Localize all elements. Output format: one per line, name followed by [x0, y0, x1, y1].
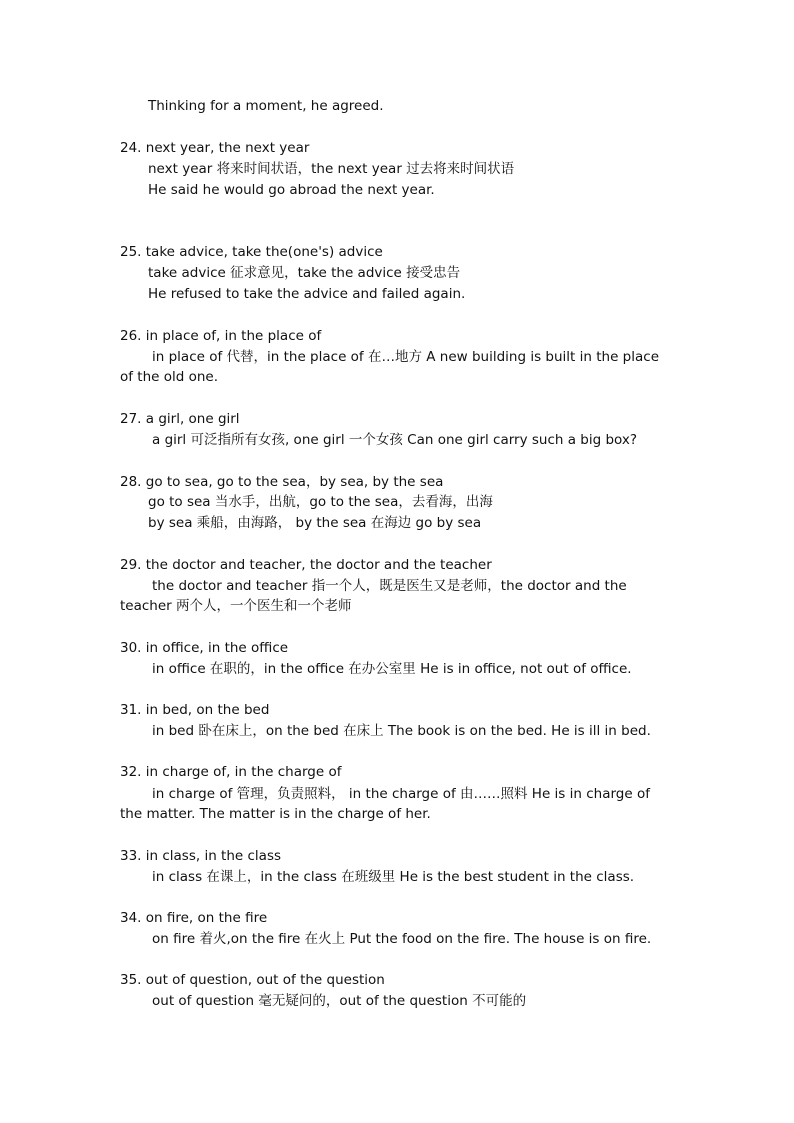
entry-30-heading: 30. in office, in the office: [120, 640, 289, 656]
entry-32-definition: in charge of 管理，负责照料， in the charge of 由……照料 He is in charge of the matter. The matter is in the charge of her.: [120, 786, 650, 822]
entry-24-example: He said he would go abroad the next year.: [148, 182, 435, 198]
entry-29-definition: the doctor and teacher 指一个人，既是医生又是老师，the doctor and the teacher 两个人，一个医生和一个老师: [120, 578, 627, 614]
entry-26-heading: 26. in place of, in the place of: [120, 328, 322, 344]
entry-26-definition: in place of 代替，in the place of 在…地方 A new building is built in the place of the old one.: [120, 349, 660, 385]
entry-35-heading: 35. out of question, out of the question: [120, 972, 385, 988]
entry-28-definition: go to sea 当水手，出航，go to the sea，去看海，出海: [148, 494, 493, 510]
entry-24-definition: next year 将来时间状语，the next year 过去将来时间状语: [148, 161, 515, 177]
entry-29-heading: 29. the doctor and teacher, the doctor and the teacher: [120, 557, 492, 573]
entry-24-heading: 24. next year, the next year: [120, 140, 310, 156]
entry-35-definition: out of question 毫无疑问的，out of the question 不可能的: [152, 993, 527, 1009]
entry-31-heading: 31. in bed, on the bed: [120, 702, 270, 718]
entry-32-heading: 32. in charge of, in the charge of: [120, 764, 342, 780]
entry-33-definition: in class 在课上，in the class 在班级里 He is the best student in the class.: [152, 869, 635, 885]
entry-34-heading: 34. on fire, on the fire: [120, 910, 268, 926]
entry-34-definition: on fire 着火,on the fire 在火上 Put the food on the fire. The house is on fire.: [152, 931, 652, 947]
entry-28-example: by sea 乘船，由海路， by the sea 在海边 go by sea: [148, 515, 482, 531]
entry-28-heading: 28. go to sea, go to the sea，by sea, by the sea: [120, 474, 444, 490]
entry-33-heading: 33. in class, in the class: [120, 848, 282, 864]
entry-30-definition: in office 在职的，in the office 在办公室里 He is in office, not out of office.: [152, 661, 632, 677]
intro-example: Thinking for a moment, he agreed.: [148, 98, 384, 114]
entry-27-heading: 27. a girl, one girl: [120, 411, 240, 427]
entry-25-definition: take advice 征求意见，take the advice 接受忠告: [148, 265, 461, 281]
entry-25-heading: 25. take advice, take the(one's) advice: [120, 244, 383, 260]
entry-25-example: He refused to take the advice and failed again.: [148, 286, 466, 302]
entry-31-definition: in bed 卧在床上，on the bed 在床上 The book is on the bed. He is ill in bed.: [152, 723, 651, 739]
entry-27-definition: a girl 可泛指所有女孩, one girl 一个女孩 Can one girl carry such a big box?: [152, 432, 638, 448]
